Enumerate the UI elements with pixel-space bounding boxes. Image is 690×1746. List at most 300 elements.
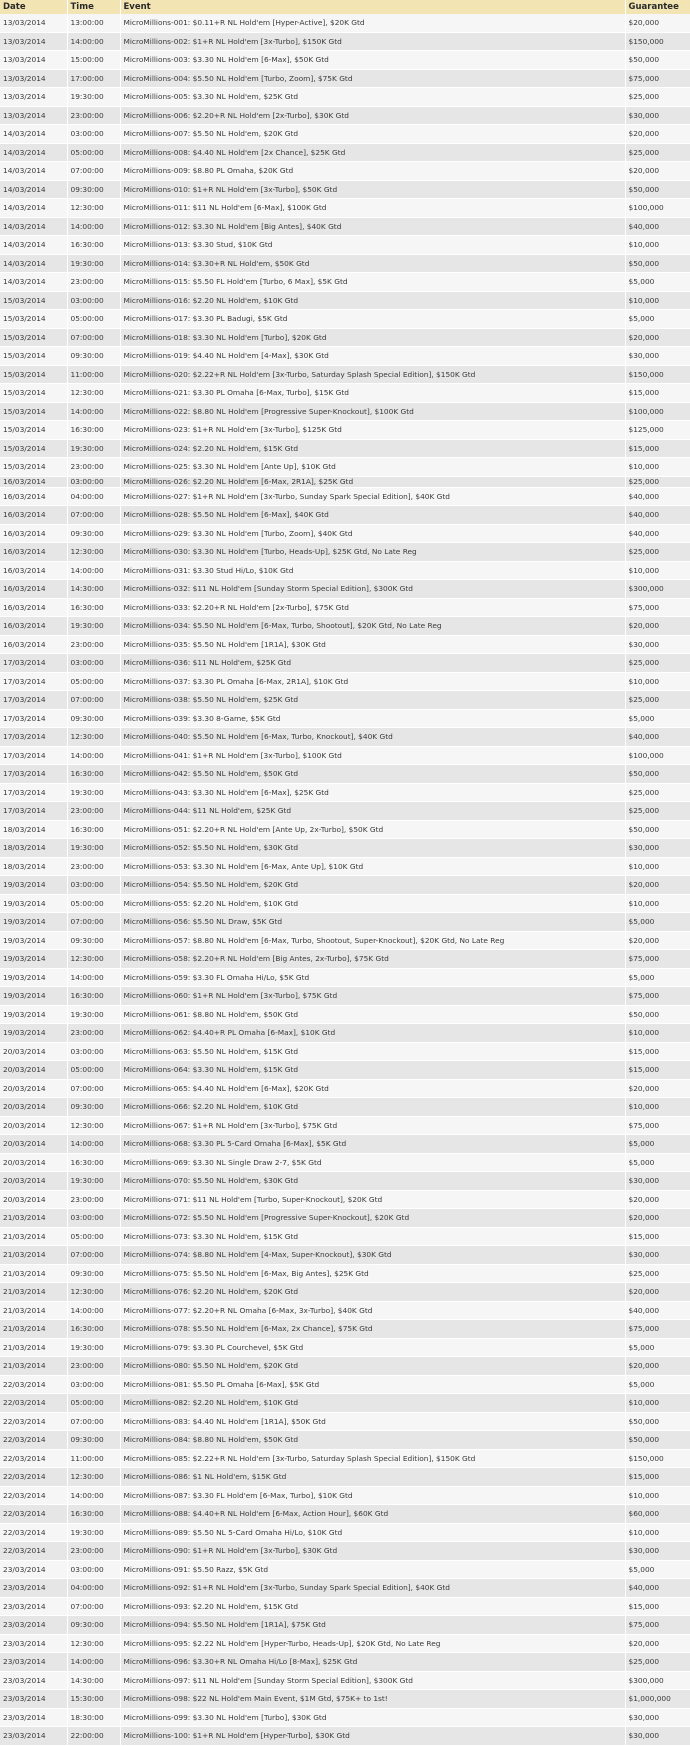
cell-time: 14:30:00 [67,580,120,599]
table-row [0,950,690,969]
cell-date: 16/03/2014 [0,635,67,654]
table-row [0,162,690,181]
cell-guarantee: $15,000 [625,1468,690,1487]
cell-event: MicroMillions-023: $1+R NL Hold'em [3x-Turbo], $125K Gtd [120,421,625,440]
table-row [0,1523,690,1542]
cell-guarantee: $30,000 [625,1172,690,1191]
table-row [0,931,690,950]
table-row [0,1116,690,1135]
table-row [0,1153,690,1172]
cell-date: 17/03/2014 [0,709,67,728]
cell-date: 22/03/2014 [0,1486,67,1505]
cell-guarantee: $25,000 [625,143,690,162]
cell-guarantee: $25,000 [625,783,690,802]
cell-time: 03:00:00 [67,1375,120,1394]
cell-event: MicroMillions-019: $4.40 NL Hold'em [4-Max], $30K Gtd [120,347,625,366]
cell-event: MicroMillions-067: $1+R NL Hold'em [3x-Turbo], $75K Gtd [120,1116,625,1135]
table-row [0,857,690,876]
cell-event: MicroMillions-064: $3.30 NL Hold'em, $15K Gtd [120,1061,625,1080]
cell-time: 19:30:00 [67,439,120,458]
cell-time: 07:00:00 [67,1079,120,1098]
cell-event: MicroMillions-028: $5.50 NL Hold'em [6-Max], $40K Gtd [120,506,625,525]
cell-time: 04:00:00 [67,1579,120,1598]
table-row [0,746,690,765]
cell-guarantee: $5,000 [625,1153,690,1172]
cell-time: 14:00:00 [67,968,120,987]
cell-event: MicroMillions-099: $3.30 NL Hold'em [Turbo], $30K Gtd [120,1708,625,1727]
cell-guarantee: $40,000 [625,728,690,747]
cell-time: 14:00:00 [67,402,120,421]
cell-guarantee: $10,000 [625,672,690,691]
table-row [0,1449,690,1468]
cell-date: 13/03/2014 [0,14,67,32]
table-row [0,1246,690,1265]
cell-guarantee: $20,000 [625,14,690,32]
cell-event: MicroMillions-039: $3.30 8-Game, $5K Gtd [120,709,625,728]
table-row [0,894,690,913]
cell-date: 15/03/2014 [0,328,67,347]
cell-date: 14/03/2014 [0,199,67,218]
cell-guarantee: $10,000 [625,458,690,477]
table-row [0,1579,690,1598]
cell-event: MicroMillions-015: $5.50 FL Hold'em [Turbo, 6 Max], $5K Gtd [120,273,625,292]
cell-time: 19:30:00 [67,1172,120,1191]
table-row [0,217,690,236]
cell-time: 16:30:00 [67,598,120,617]
cell-time: 03:00:00 [67,1042,120,1061]
cell-date: 17/03/2014 [0,802,67,821]
column-header-guarantee[interactable]: Guarantee [625,0,690,14]
cell-event: MicroMillions-024: $2.20 NL Hold'em, $15K Gtd [120,439,625,458]
cell-date: 23/03/2014 [0,1671,67,1690]
table-row [0,1505,690,1524]
table-row [0,598,690,617]
cell-time: 07:00:00 [67,1597,120,1616]
cell-guarantee: $150,000 [625,32,690,51]
cell-time: 17:00:00 [67,69,120,88]
cell-time: 23:00:00 [67,1542,120,1561]
cell-time: 22:00:00 [67,1727,120,1746]
cell-guarantee: $20,000 [625,328,690,347]
table-row [0,1690,690,1709]
cell-time: 14:00:00 [67,32,120,51]
cell-time: 19:30:00 [67,88,120,107]
table-row [0,876,690,895]
cell-time: 23:00:00 [67,1190,120,1209]
table-row [0,143,690,162]
cell-time: 09:30:00 [67,1264,120,1283]
cell-time: 12:30:00 [67,1468,120,1487]
cell-event: MicroMillions-017: $3.30 PL Badugi, $5K Gtd [120,310,625,329]
cell-time: 09:30:00 [67,347,120,366]
cell-event: MicroMillions-074: $8.80 NL Hold'em [4-Max, Super-Knockout], $30K Gtd [120,1246,625,1265]
cell-event: MicroMillions-080: $5.50 NL Hold'em, $20K Gtd [120,1357,625,1376]
cell-guarantee: $20,000 [625,1283,690,1302]
table-row [0,1468,690,1487]
cell-date: 17/03/2014 [0,691,67,710]
table-row [0,1024,690,1043]
cell-time: 05:00:00 [67,672,120,691]
cell-time: 05:00:00 [67,894,120,913]
cell-event: MicroMillions-057: $8.80 NL Hold'em [6-Max, Turbo, Shootout, Super-Knockout], $20K Gtd, No Late Reg [120,931,625,950]
cell-event: MicroMillions-003: $3.30 NL Hold'em [6-Max], $50K Gtd [120,51,625,70]
cell-event: MicroMillions-008: $4.40 NL Hold'em [2x Chance], $25K Gtd [120,143,625,162]
cell-guarantee: $75,000 [625,1616,690,1635]
cell-date: 14/03/2014 [0,236,67,255]
cell-event: MicroMillions-091: $5.50 Razz, $5K Gtd [120,1560,625,1579]
cell-event: MicroMillions-070: $5.50 NL Hold'em, $30K Gtd [120,1172,625,1191]
cell-date: 15/03/2014 [0,421,67,440]
cell-guarantee: $20,000 [625,1079,690,1098]
cell-guarantee: $50,000 [625,1431,690,1450]
cell-time: 23:00:00 [67,1357,120,1376]
table-row [0,1338,690,1357]
cell-guarantee: $15,000 [625,439,690,458]
table-row [0,1431,690,1450]
cell-event: MicroMillions-078: $5.50 NL Hold'em [6-Max, 2x Chance], $75K Gtd [120,1320,625,1339]
cell-date: 15/03/2014 [0,291,67,310]
cell-event: MicroMillions-086: $1 NL Hold'em, $15K Gtd [120,1468,625,1487]
cell-event: MicroMillions-011: $11 NL Hold'em [6-Max], $100K Gtd [120,199,625,218]
column-header-event[interactable]: Event [120,0,625,14]
cell-guarantee: $20,000 [625,125,690,144]
cell-guarantee: $30,000 [625,347,690,366]
cell-date: 15/03/2014 [0,347,67,366]
cell-date: 19/03/2014 [0,876,67,895]
table-row [0,709,690,728]
cell-time: 14:00:00 [67,561,120,580]
cell-guarantee: $30,000 [625,1542,690,1561]
cell-time: 19:30:00 [67,254,120,273]
table-row [0,180,690,199]
cell-event: MicroMillions-076: $2.20 NL Hold'em, $20K Gtd [120,1283,625,1302]
cell-guarantee: $25,000 [625,802,690,821]
table-row [0,1172,690,1191]
cell-time: 23:00:00 [67,802,120,821]
cell-event: MicroMillions-081: $5.50 PL Omaha [6-Max], $5K Gtd [120,1375,625,1394]
cell-date: 13/03/2014 [0,106,67,125]
cell-guarantee: $25,000 [625,654,690,673]
cell-guarantee: $10,000 [625,894,690,913]
cell-guarantee: $40,000 [625,217,690,236]
cell-guarantee: $10,000 [625,1024,690,1043]
cell-guarantee: $15,000 [625,1597,690,1616]
cell-date: 17/03/2014 [0,654,67,673]
table-row [0,1005,690,1024]
cell-guarantee: $5,000 [625,1338,690,1357]
cell-date: 15/03/2014 [0,365,67,384]
cell-date: 20/03/2014 [0,1190,67,1209]
table-row [0,384,690,403]
cell-time: 14:00:00 [67,1135,120,1154]
cell-date: 22/03/2014 [0,1505,67,1524]
cell-date: 23/03/2014 [0,1653,67,1672]
cell-event: MicroMillions-073: $3.30 NL Hold'em, $15K Gtd [120,1227,625,1246]
cell-date: 19/03/2014 [0,987,67,1006]
cell-guarantee: $100,000 [625,199,690,218]
cell-time: 07:00:00 [67,691,120,710]
table-row [0,1616,690,1635]
cell-date: 16/03/2014 [0,561,67,580]
cell-date: 16/03/2014 [0,598,67,617]
cell-event: MicroMillions-033: $2.20+R NL Hold'em [2x-Turbo], $75K Gtd [120,598,625,617]
table-row [0,1301,690,1320]
cell-date: 15/03/2014 [0,402,67,421]
column-header-time[interactable]: Time [67,0,120,14]
cell-event: MicroMillions-065: $4.40 NL Hold'em [6-Max], $20K Gtd [120,1079,625,1098]
cell-event: MicroMillions-030: $3.30 NL Hold'em [Turbo, Heads-Up], $25K Gtd, No Late Reg [120,543,625,562]
table-row [0,1264,690,1283]
cell-date: 21/03/2014 [0,1338,67,1357]
table-row [0,199,690,218]
cell-event: MicroMillions-002: $1+R NL Hold'em [3x-Turbo], $150K Gtd [120,32,625,51]
cell-date: 14/03/2014 [0,125,67,144]
cell-time: 12:30:00 [67,1634,120,1653]
cell-event: MicroMillions-054: $5.50 NL Hold'em, $20K Gtd [120,876,625,895]
cell-event: MicroMillions-005: $3.30 NL Hold'em, $25K Gtd [120,88,625,107]
cell-guarantee: $10,000 [625,857,690,876]
cell-time: 04:00:00 [67,487,120,506]
cell-event: MicroMillions-007: $5.50 NL Hold'em, $20K Gtd [120,125,625,144]
cell-guarantee: $30,000 [625,1246,690,1265]
cell-event: MicroMillions-097: $11 NL Hold'em [Sunday Storm Special Edition], $300K Gtd [120,1671,625,1690]
cell-date: 19/03/2014 [0,968,67,987]
cell-guarantee: $10,000 [625,1523,690,1542]
cell-guarantee: $75,000 [625,1320,690,1339]
table-row [0,672,690,691]
cell-time: 12:30:00 [67,1116,120,1135]
cell-guarantee: $75,000 [625,598,690,617]
cell-date: 22/03/2014 [0,1394,67,1413]
cell-guarantee: $20,000 [625,1190,690,1209]
cell-guarantee: $100,000 [625,402,690,421]
cell-guarantee: $10,000 [625,561,690,580]
cell-event: MicroMillions-040: $5.50 NL Hold'em [6-Max, Turbo, Knockout], $40K Gtd [120,728,625,747]
cell-event: MicroMillions-043: $3.30 NL Hold'em [6-Max], $25K Gtd [120,783,625,802]
cell-date: 15/03/2014 [0,310,67,329]
cell-date: 14/03/2014 [0,180,67,199]
cell-time: 19:30:00 [67,783,120,802]
cell-guarantee: $25,000 [625,88,690,107]
table-row [0,1486,690,1505]
table-row [0,439,690,458]
cell-date: 16/03/2014 [0,476,67,487]
table-row [0,802,690,821]
cell-time: 15:30:00 [67,1690,120,1709]
cell-date: 21/03/2014 [0,1264,67,1283]
cell-event: MicroMillions-095: $2.22 NL Hold'em [Hyper-Turbo, Heads-Up], $20K Gtd, No Late Reg [120,1634,625,1653]
cell-event: MicroMillions-053: $3.30 NL Hold'em [6-Max, Ante Up], $10K Gtd [120,857,625,876]
cell-event: MicroMillions-010: $1+R NL Hold'em [3x-Turbo], $50K Gtd [120,180,625,199]
table-row [0,125,690,144]
cell-time: 11:00:00 [67,1449,120,1468]
cell-time: 18:30:00 [67,1708,120,1727]
cell-date: 22/03/2014 [0,1412,67,1431]
cell-time: 07:00:00 [67,913,120,932]
cell-date: 17/03/2014 [0,746,67,765]
cell-event: MicroMillions-034: $5.50 NL Hold'em [6-Max, Turbo, Shootout], $20K Gtd, No Late Reg [120,617,625,636]
cell-date: 20/03/2014 [0,1116,67,1135]
cell-time: 15:00:00 [67,51,120,70]
cell-date: 15/03/2014 [0,439,67,458]
cell-time: 05:00:00 [67,143,120,162]
table-row [0,561,690,580]
cell-time: 03:00:00 [67,1560,120,1579]
cell-time: 16:30:00 [67,1153,120,1172]
cell-time: 16:30:00 [67,1505,120,1524]
cell-event: MicroMillions-021: $3.30 PL Omaha [6-Max, Turbo], $15K Gtd [120,384,625,403]
cell-date: 23/03/2014 [0,1708,67,1727]
table-row [0,987,690,1006]
cell-date: 16/03/2014 [0,487,67,506]
cell-date: 14/03/2014 [0,273,67,292]
table-row [0,1560,690,1579]
cell-guarantee: $20,000 [625,162,690,181]
cell-time: 09:30:00 [67,524,120,543]
cell-event: MicroMillions-071: $11 NL Hold'em [Turbo, Super-Knockout], $20K Gtd [120,1190,625,1209]
cell-event: MicroMillions-029: $3.30 NL Hold'em [Turbo, Zoom], $40K Gtd [120,524,625,543]
cell-time: 23:00:00 [67,1024,120,1043]
cell-event: MicroMillions-060: $1+R NL Hold'em [3x-Turbo], $75K Gtd [120,987,625,1006]
cell-time: 07:00:00 [67,328,120,347]
cell-guarantee: $75,000 [625,987,690,1006]
cell-guarantee: $10,000 [625,291,690,310]
cell-date: 17/03/2014 [0,783,67,802]
table-row [0,421,690,440]
table-row [0,487,690,506]
cell-guarantee: $20,000 [625,876,690,895]
cell-date: 23/03/2014 [0,1727,67,1746]
cell-event: MicroMillions-058: $2.20+R NL Hold'em [Big Antes, 2x-Turbo], $75K Gtd [120,950,625,969]
table-row [0,1190,690,1209]
table-row [0,14,690,32]
cell-time: 11:00:00 [67,365,120,384]
cell-date: 16/03/2014 [0,543,67,562]
cell-date: 23/03/2014 [0,1597,67,1616]
cell-event: MicroMillions-041: $1+R NL Hold'em [3x-Turbo], $100K Gtd [120,746,625,765]
table-row [0,839,690,858]
cell-guarantee: $5,000 [625,1560,690,1579]
cell-date: 21/03/2014 [0,1357,67,1376]
table-row [0,32,690,51]
cell-time: 07:00:00 [67,162,120,181]
cell-date: 19/03/2014 [0,1005,67,1024]
cell-event: MicroMillions-004: $5.50 NL Hold'em [Turbo, Zoom], $75K Gtd [120,69,625,88]
cell-date: 21/03/2014 [0,1209,67,1228]
cell-date: 15/03/2014 [0,384,67,403]
table-row [0,347,690,366]
table-row [0,88,690,107]
cell-date: 21/03/2014 [0,1246,67,1265]
cell-guarantee: $15,000 [625,384,690,403]
table-row [0,691,690,710]
cell-guarantee: $50,000 [625,51,690,70]
table-row [0,1320,690,1339]
cell-guarantee: $5,000 [625,310,690,329]
cell-guarantee: $5,000 [625,968,690,987]
cell-event: MicroMillions-027: $1+R NL Hold'em [3x-Turbo, Sunday Spark Special Edition], $40K Gtd [120,487,625,506]
cell-date: 14/03/2014 [0,143,67,162]
cell-time: 16:30:00 [67,820,120,839]
cell-guarantee: $25,000 [625,1264,690,1283]
cell-time: 14:00:00 [67,746,120,765]
cell-time: 16:30:00 [67,421,120,440]
table-row [0,69,690,88]
cell-date: 14/03/2014 [0,217,67,236]
cell-event: MicroMillions-079: $3.30 PL Courchevel, $5K Gtd [120,1338,625,1357]
cell-date: 17/03/2014 [0,672,67,691]
cell-event: MicroMillions-083: $4.40 NL Hold'em [1R1A], $50K Gtd [120,1412,625,1431]
cell-event: MicroMillions-072: $5.50 NL Hold'em [Progressive Super-Knockout], $20K Gtd [120,1209,625,1228]
cell-time: 19:30:00 [67,1523,120,1542]
cell-event: MicroMillions-014: $3.30+R NL Hold'em, $50K Gtd [120,254,625,273]
cell-date: 13/03/2014 [0,69,67,88]
cell-guarantee: $15,000 [625,1061,690,1080]
cell-time: 07:00:00 [67,1412,120,1431]
cell-event: MicroMillions-059: $3.30 FL Omaha Hi/Lo, $5K Gtd [120,968,625,987]
cell-time: 23:00:00 [67,458,120,477]
cell-date: 20/03/2014 [0,1042,67,1061]
cell-event: MicroMillions-026: $2.20 NL Hold'em [6-Max, 2R1A], $25K Gtd [120,476,625,487]
cell-guarantee: $40,000 [625,1579,690,1598]
cell-event: MicroMillions-031: $3.30 Stud Hi/Lo, $10K Gtd [120,561,625,580]
cell-guarantee: $20,000 [625,931,690,950]
cell-event: MicroMillions-025: $3.30 NL Hold'em [Ante Up], $10K Gtd [120,458,625,477]
cell-guarantee: $20,000 [625,1209,690,1228]
cell-event: MicroMillions-061: $8.80 NL Hold'em, $50K Gtd [120,1005,625,1024]
table-row [0,1227,690,1246]
cell-date: 22/03/2014 [0,1523,67,1542]
cell-guarantee: $30,000 [625,635,690,654]
cell-guarantee: $20,000 [625,617,690,636]
table-row [0,913,690,932]
cell-date: 16/03/2014 [0,524,67,543]
column-header-date[interactable]: Date [0,0,67,14]
table-row [0,543,690,562]
table-row [0,1357,690,1376]
cell-time: 09:30:00 [67,1616,120,1635]
cell-date: 19/03/2014 [0,950,67,969]
cell-date: 17/03/2014 [0,765,67,784]
cell-time: 09:30:00 [67,180,120,199]
cell-date: 21/03/2014 [0,1301,67,1320]
table-row [0,458,690,477]
table-row [0,328,690,347]
table-row [0,236,690,255]
cell-time: 03:00:00 [67,125,120,144]
cell-date: 14/03/2014 [0,162,67,181]
cell-date: 13/03/2014 [0,88,67,107]
cell-date: 20/03/2014 [0,1172,67,1191]
cell-guarantee: $30,000 [625,1708,690,1727]
cell-guarantee: $5,000 [625,709,690,728]
cell-time: 19:30:00 [67,1338,120,1357]
cell-date: 15/03/2014 [0,458,67,477]
cell-guarantee: $75,000 [625,1116,690,1135]
cell-event: MicroMillions-032: $11 NL Hold'em [Sunday Storm Special Edition], $300K Gtd [120,580,625,599]
cell-event: MicroMillions-082: $2.20 NL Hold'em, $10K Gtd [120,1394,625,1413]
table-row [0,1375,690,1394]
cell-time: 12:30:00 [67,1283,120,1302]
cell-date: 21/03/2014 [0,1320,67,1339]
cell-time: 12:30:00 [67,199,120,218]
cell-event: MicroMillions-092: $1+R NL Hold'em [3x-Turbo, Sunday Spark Special Edition], $40K Gtd [120,1579,625,1598]
cell-guarantee: $25,000 [625,476,690,487]
cell-date: 14/03/2014 [0,254,67,273]
cell-event: MicroMillions-066: $2.20 NL Hold'em, $10K Gtd [120,1098,625,1117]
cell-event: MicroMillions-096: $3.30+R NL Omaha Hi/Lo [8-Max], $25K Gtd [120,1653,625,1672]
cell-event: MicroMillions-052: $5.50 NL Hold'em, $30K Gtd [120,839,625,858]
